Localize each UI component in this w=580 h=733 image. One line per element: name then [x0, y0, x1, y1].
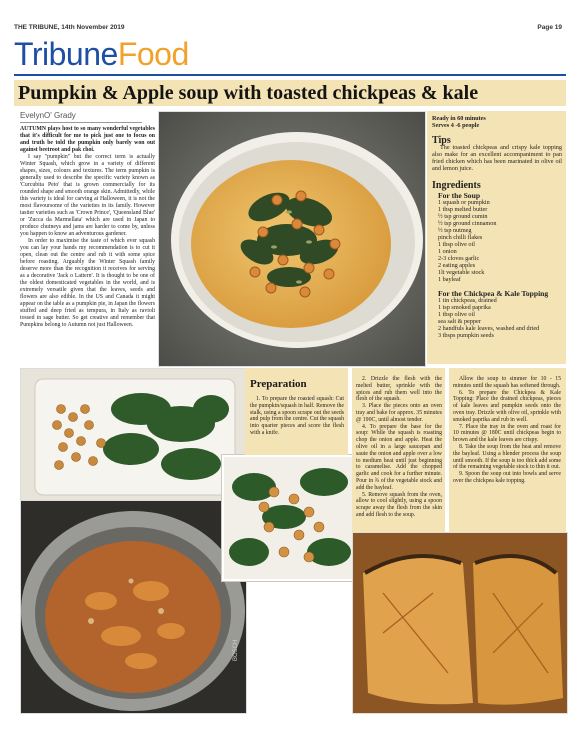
preparation-step: 3. Place the pieces onto an oven tray and bake for approx. 35 minutes @ 190C, until almost tender.: [356, 403, 442, 423]
preparation-step: 7. Place the tray in the oven and roast for 10 minutes @ 180C until chickpeas begin to brown and the kale leaves are crispy.: [453, 423, 561, 444]
ready-time: Ready in 60 minutes: [432, 115, 486, 122]
ingredient-item: ½ tsp nutmeg: [438, 227, 472, 234]
preparation-steps-2: [356, 376, 442, 519]
ingredients-heading: Ingredients: [432, 180, 481, 191]
ingredient-item: 2 handfuls kale leaves, washed and dried: [438, 325, 540, 332]
intro-paragraph: I say "pumpkin" but the correct term is actually Winter Squash, which grow in a variety of different shapes, sizes, colours and textures. The term pumpkin is generally used to describe the specific variety known as 'Curcubita Peto' that is grown commercially for its rounded shape and smooth orange skin. Admittedly, while this variety is ideal for carving at Halloween, it is not the most flavoursome of the varieties in its family. However tastier varieties such as 'Crown Prince', 'Queensland Blue' or 'Zucca da Marmellata' which are used in Japan to produce chutneys and jams are harder to come by, unless you happen to know an adventurous gardener.: [20, 154, 155, 237]
preparation-steps-3: [453, 376, 561, 485]
preparation-column-1: [245, 368, 348, 455]
preparation-step: 8. Take the soup from the heat and remove the bayleaf. Using a blender process the soup until smooth. If the soup is too thick add some of the remaining vegetable stock to thin it out.: [453, 443, 561, 471]
ingredient-item: 2-3 cloves garlic: [438, 255, 480, 262]
preparation-step: 5. Remove squash from the oven, allow to cool slightly, using a spoon scrape away the flesh from the skin and add flesh to the soup.: [356, 491, 442, 518]
soup-bowl-illustration: [159, 112, 425, 366]
intro-lead: AUTUMN plays host to so many wonderful vegetables that it's difficult for me to pick just one to focus on and truth be told the pumpkin only barely won out against beetroot and pak choi.: [20, 126, 155, 153]
soup-pot-illustration: [21, 501, 246, 713]
chickpea-closeup-illustration: [224, 457, 354, 579]
preparation-column-3: [449, 368, 566, 532]
tips-heading: Tips: [432, 135, 451, 146]
ingredient-item: ½ tsp ground cinnamon: [438, 220, 497, 227]
ingredient-item: 1lt vegetable stock: [438, 269, 485, 276]
kale-tray-photo: [20, 368, 247, 502]
soup-ingredient-list: [438, 199, 562, 283]
headline-bar: [14, 80, 566, 106]
preparation-step: 2. Drizzle the flesh with the melted butter, sprinkle with the spices and rub them well into the flesh of the squash.: [356, 376, 442, 403]
preparation-column-2: [352, 368, 445, 532]
intro-text: [20, 126, 155, 329]
recipe-info-text: [432, 115, 562, 339]
page-number: Page 19: [537, 24, 562, 31]
preparation-steps-1: [250, 396, 344, 437]
ingredient-item: ½ tsp ground cumin: [438, 213, 488, 220]
issue-date: THE TRIBUNE, 14th November 2019: [14, 24, 125, 31]
ingredient-item: 1 tbsp melted butter: [438, 206, 488, 213]
article-title: Pumpkin & Apple soup with toasted chickpeas & kale: [18, 82, 479, 104]
tips-text: The toasted chickpeas and crispy kale topping also make for an excellent accompaniment to pan fried chicken which has been marinated in olive oil and lemon juice.: [432, 144, 562, 172]
intro-paragraph: In order to maximise the taste of which ever squash you can lay your hands my recommendation is to cut it open, clean out the centre and rub it with some spice before roasting. Arguably the Winter Squash family deserve more than the recognition it receives for serving as a decorative 'Jack o Lattern'. It is thought to be one of the oldest domesticated vegetables in the world, and is extremely versatile given that the leaves, seeds and flowers are also edible. In the US and Canada it might appear on the table as a pumpkin pie, in Japan the flowers stuffed and deep fried as tempura, in Italy as ravioli tossed in sage butter. So get creative and remember that Pumpkins belong to Autumn not just Halloween.: [20, 238, 155, 328]
ingredient-item: 3 tbsps pumpkin seeds: [438, 332, 494, 339]
preparation-heading: Preparation: [250, 378, 307, 390]
recipe-info-panel: [427, 111, 566, 364]
preparation-step: Allow the soup to simmer for 10 - 15 minutes until the squash has softened through.: [453, 376, 561, 389]
ingredient-item: pinch chilli flakes: [438, 234, 483, 241]
ingredient-item: 1 tin chickpeas, drained: [438, 297, 497, 304]
ingredient-item: 1 squash or pumpkin: [438, 199, 490, 206]
soup-bowl-photo: [158, 111, 426, 367]
ingredient-item: 1 bayleaf: [438, 276, 461, 283]
byline-rule: [20, 122, 142, 123]
preparation-step: 9. Spoon the soup out into bowls and serve over the chickpea kale topping.: [453, 471, 561, 484]
ingredient-item: 1 tsp smoked paprika: [438, 304, 491, 311]
preparation-step: 6. To prepare the Chickpea & Kale Topping: Place the drained chickpeas, pieces of kale leaves and pumpkin seeds onto the oven tray. Drizzle with olive oil, sprinkle with smoked paprika and rub in well.: [453, 389, 561, 423]
brand-section: Food: [117, 36, 189, 72]
pot-brand-label: BOSCH: [233, 639, 239, 661]
section-brand: [14, 36, 189, 72]
ingredient-item: 2 eating apples: [438, 262, 476, 269]
chickpea-closeup-photo: [222, 455, 356, 581]
brand-main: Tribune: [14, 36, 118, 72]
kale-tray-illustration: [21, 369, 246, 501]
ingredient-item: 1 tbsp olive oil: [438, 241, 475, 248]
topping-ingredients-heading: For the Chickpea & Kale Topping: [438, 289, 549, 298]
topping-ingredient-list: [438, 297, 562, 339]
author-byline: EvelynO' Grady: [20, 111, 76, 120]
ingredient-item: 1 onion: [438, 248, 457, 255]
soup-ingredients-heading: For the Soup: [438, 191, 481, 200]
preparation-step: 4. To prepare the base for the soup: While the squash is roasting chop the onion and apple. Heat the olive oil in a large saucepan and saute the onion and apple over a low to medium heat until just beginning to caramelise. Add the chopped garlic and cook for a further minute. Pour in ¾ of the vegetable stock and add the bayleaf.: [356, 423, 442, 491]
ingredient-item: sea salt & pepper: [438, 318, 481, 325]
serves-count: Serves 4 -6 people: [432, 122, 480, 129]
preparation-step: 1. To prepare the roasted squash: Cut the pumpkin/squash in half. Remove the stalk, using a spoon scrape out the seeds and pulp from the centre. Cut the squash into quarter pieces and score the flesh with a knife.: [250, 396, 345, 436]
ingredient-item: 1 tbsp olive oil: [438, 311, 475, 318]
soup-pot-photo: [20, 500, 247, 714]
roasted-squash-photo: [352, 532, 568, 714]
header-rule: [14, 74, 566, 76]
roasted-squash-illustration: [353, 533, 567, 713]
